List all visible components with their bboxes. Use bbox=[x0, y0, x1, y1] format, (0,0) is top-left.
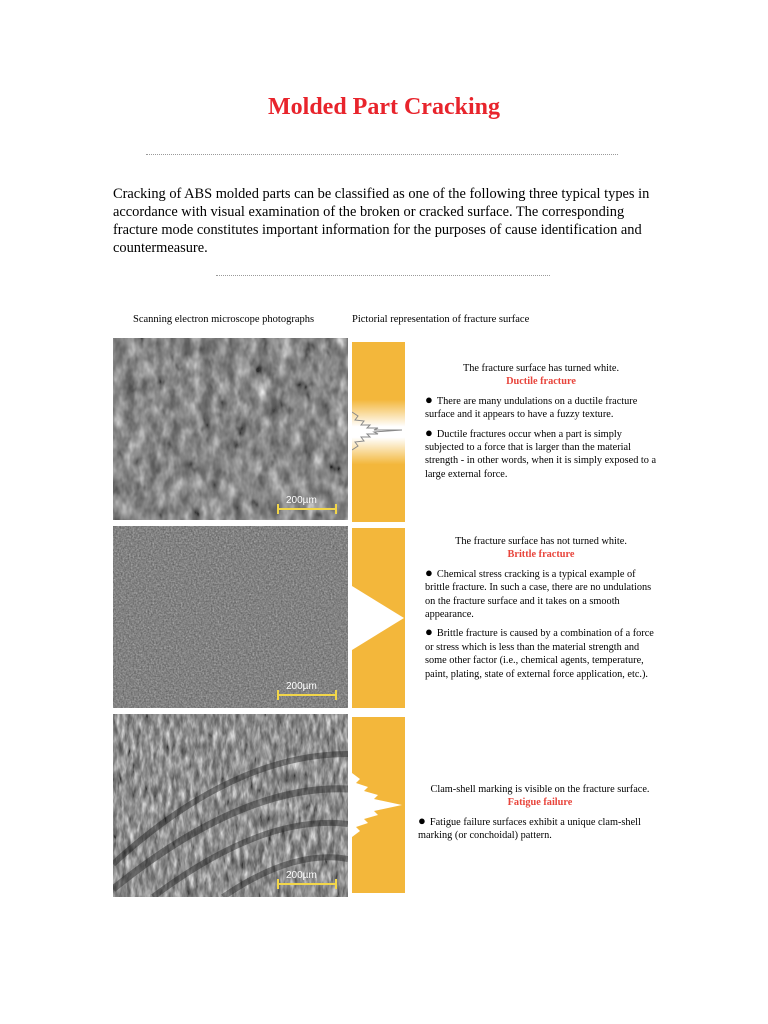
description-fatigue bbox=[418, 783, 662, 849]
scale-bar-ductile: 200µm bbox=[286, 495, 317, 506]
intro-paragraph: Cracking of ABS molded parts can be classified as one of the following three typical types in accordance with visual examination of the broken or cracked surface. The corresponding fracture mode constitutes important information for the purposes of cause identification and countermeasure. bbox=[113, 186, 650, 256]
pictorial-fatigue bbox=[352, 717, 405, 893]
bullet-icon: ● bbox=[425, 624, 433, 640]
list-item: ● There are many undulations on a ductile fracture surface and it appears to have a fuzzy texture. bbox=[425, 391, 638, 421]
title-divider bbox=[146, 154, 618, 155]
sem-photo-fatigue bbox=[113, 714, 348, 897]
fracture-lead: Clam-shell marking is visible on the fracture surface. bbox=[430, 784, 650, 795]
pictorial-brittle bbox=[352, 528, 405, 708]
fracture-lead: The fracture surface has turned white. bbox=[462, 363, 620, 374]
fracture-mode-label: Fatigue failure bbox=[507, 797, 573, 809]
bullet-icon: ● bbox=[425, 564, 433, 580]
fracture-lead: The fracture surface has not turned white. bbox=[455, 536, 627, 547]
sem-photo-ductile bbox=[113, 338, 348, 520]
pictorial-ductile bbox=[352, 342, 405, 522]
list-item: ● Ductile fractures occur when a part is simply subjected to a force that is larger than the material strength - in other words, when it is simply exposed to a large external force. bbox=[425, 424, 657, 480]
list-item: ● Fatigue failure surfaces exhibit a unique clam-shell marking (or conchoidal) pattern. bbox=[418, 812, 641, 842]
list-item: ● Brittle fracture is caused by a combination of a force or stress which is less than the material strength and some other factor (i.e., chemical agents, temperature, paint, plating, state of external force application, etc.). bbox=[425, 624, 654, 680]
scale-bar-fatigue: 200µm bbox=[286, 870, 317, 881]
sem-column-heading: Scanning electron microscope photographs bbox=[133, 314, 315, 325]
fracture-mode-label: Ductile fracture bbox=[506, 376, 576, 388]
sem-photo-brittle bbox=[113, 526, 348, 708]
fracture-mode-label: Brittle fracture bbox=[507, 549, 575, 561]
page-title: Molded Part Cracking bbox=[268, 94, 500, 120]
description-ductile bbox=[425, 362, 657, 487]
bullet-icon: ● bbox=[425, 424, 433, 440]
intro-divider bbox=[216, 275, 550, 276]
pictorial-column-heading: Pictorial representation of fracture surface bbox=[352, 314, 530, 325]
scale-bar-brittle: 200µm bbox=[286, 681, 317, 692]
list-item: ● Chemical stress cracking is a typical example of brittle fracture. In such a case, there are no undulations on the fracture surface and it takes on a smooth appearance. bbox=[425, 564, 652, 621]
description-brittle bbox=[425, 535, 657, 687]
bullet-icon: ● bbox=[418, 812, 426, 828]
bullet-icon: ● bbox=[425, 391, 433, 407]
